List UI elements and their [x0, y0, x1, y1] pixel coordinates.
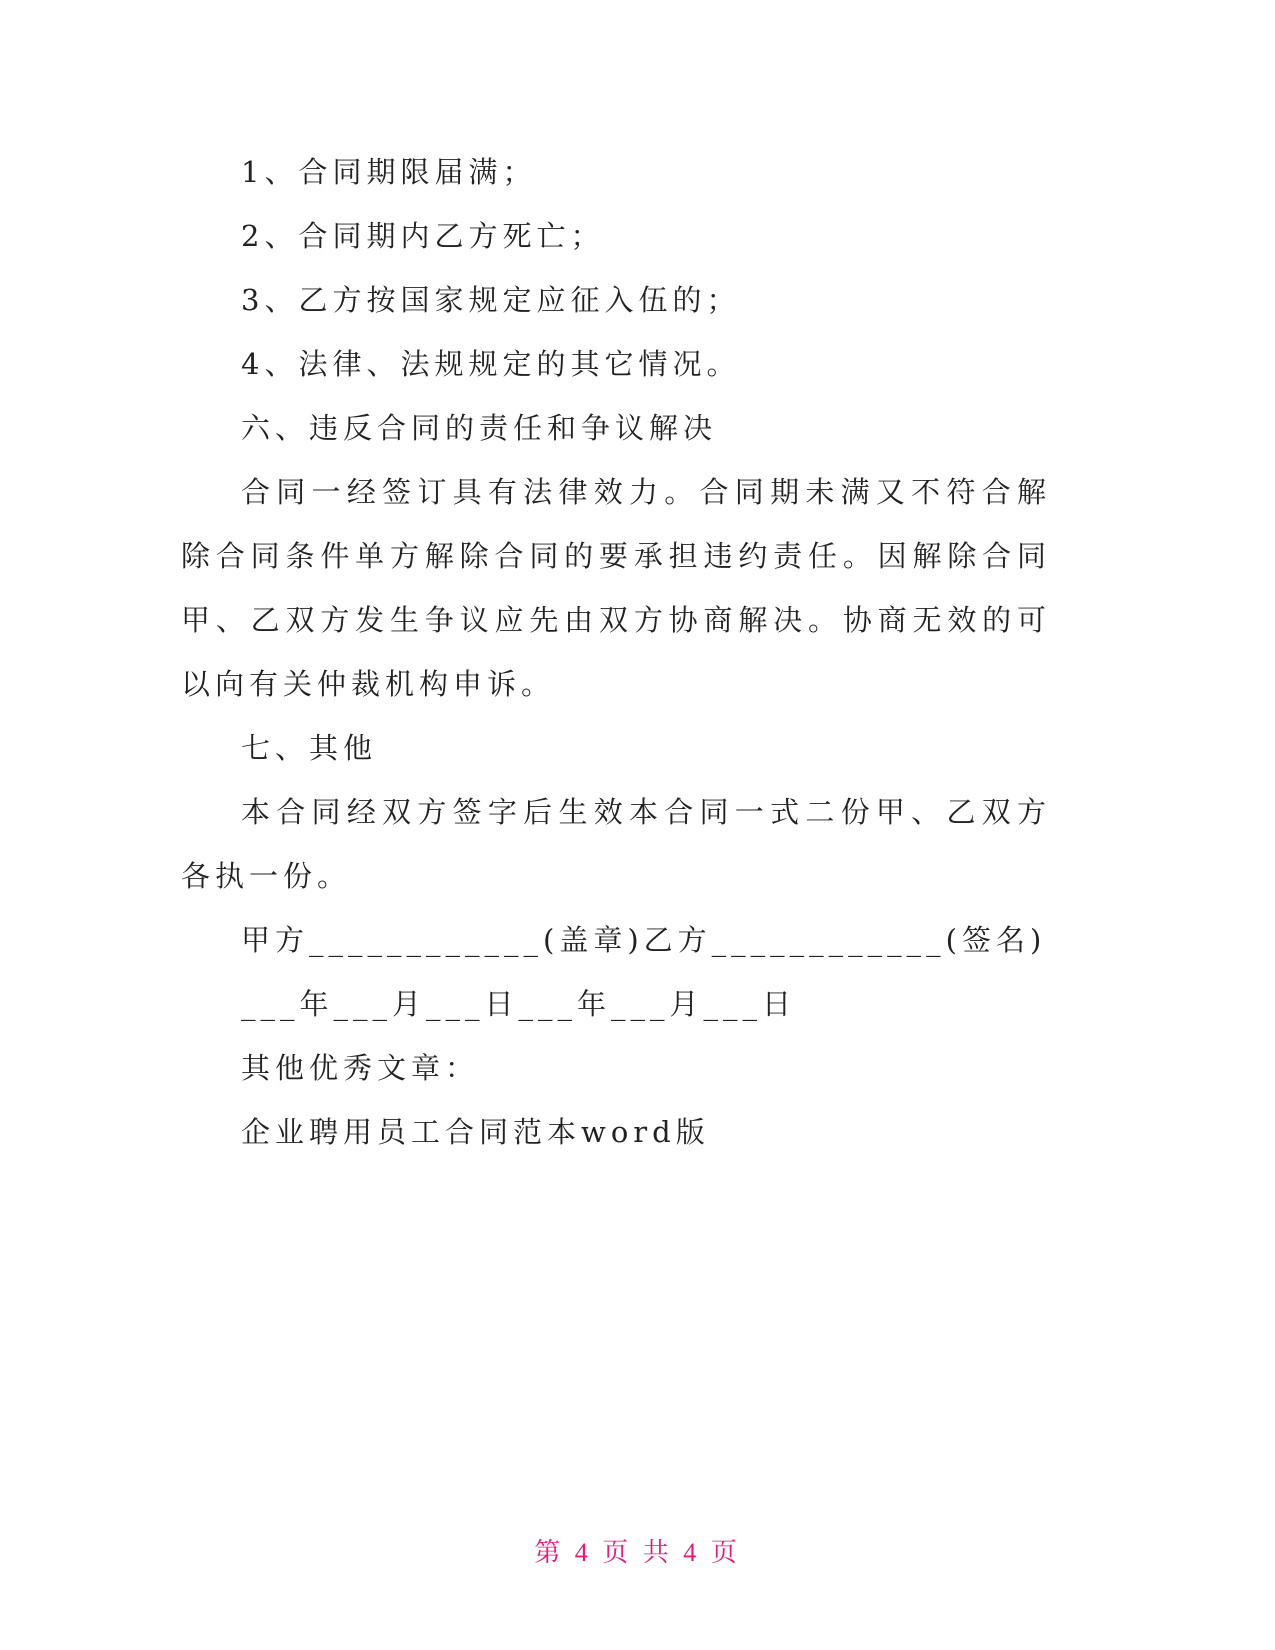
date-line: ___年___月___日___年___月___日: [241, 987, 797, 1021]
signature-line: 甲方____________(盖章)乙方____________(签名): [241, 923, 1047, 957]
page-number-footer: 第 4 页 共 4 页: [534, 1538, 741, 1567]
section-heading: 七、其他: [241, 731, 378, 765]
section-paragraph: 本合同经双方签字后生效本合同一式二份甲、乙双方各执一份。: [181, 795, 1051, 893]
list-item: 3、乙方按国家规定应征入伍的；: [241, 283, 741, 317]
section-paragraph: 合同一经签订具有法律效力。合同期未满又不符合解除合同条件单方解除合同的要承担违约责任。因解除合同甲、乙双方发生争议应先由双方协商解决。协商无效的可以向有关仲裁机构申诉。: [181, 475, 1051, 701]
list-item: 1、合同期限届满；: [241, 155, 537, 189]
section-heading: 六、违反合同的责任和争议解决: [241, 411, 718, 445]
document-body: [181, 140, 1051, 1164]
list-item: 4、法律、法规规定的其它情况。: [241, 347, 741, 381]
other-article-link[interactable]: 企业聘用员工合同范本word版: [241, 1115, 710, 1149]
other-articles-label: 其他优秀文章：: [241, 1051, 480, 1085]
list-item: 2、合同期内乙方死亡；: [241, 219, 605, 253]
